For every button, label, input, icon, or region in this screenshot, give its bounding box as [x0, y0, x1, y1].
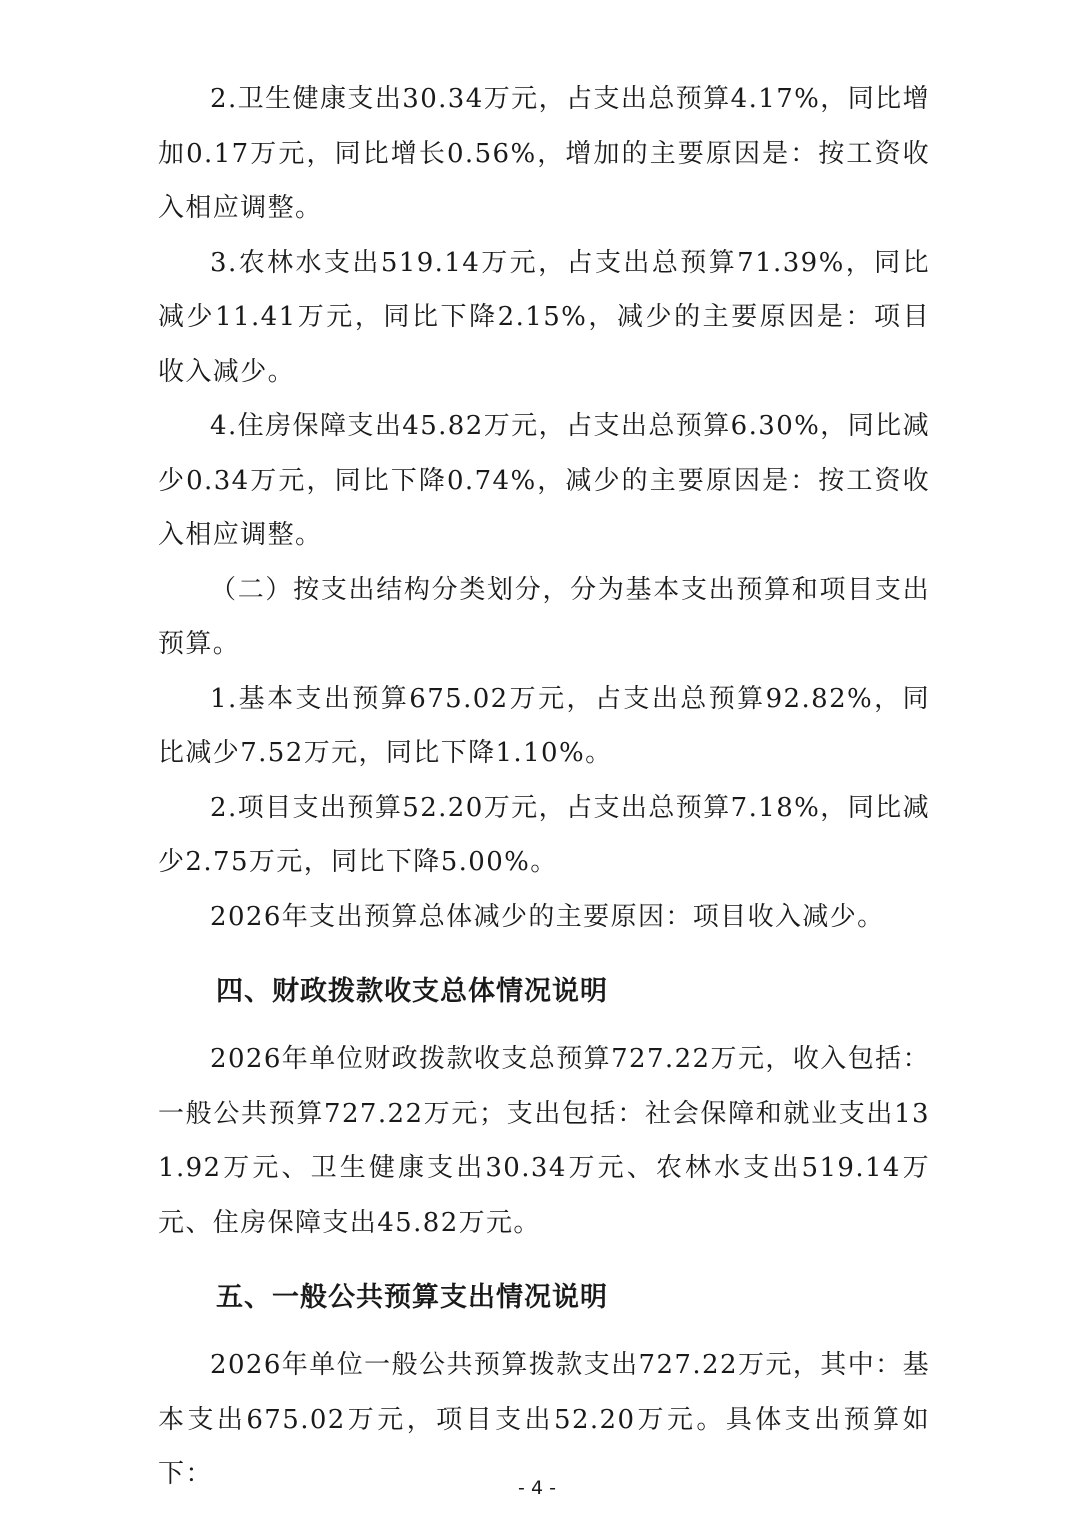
paragraph-housing-expenditure: 4.住房保障支出45.82万元，占支出总预算6.30%，同比减少0.34万元，同比下降0.74%，减少的主要原因是：按工资收入相应调整。 [158, 411, 930, 550]
paragraph-decrease-reason: 2026年支出预算总体减少的主要原因：项目收入减少。 [210, 901, 885, 932]
paragraph-fiscal-overview: 2026年单位财政拨款收支总预算727.22万元，收入包括：一般公共预算727.22万元；支出包括：社会保障和就业支出131.92万元、卫生健康支出30.34万元、农林水支出519.14万元、住房保障支出45.82万元。 [158, 1044, 930, 1238]
paragraph-project-expenditure: 2.项目支出预算52.20万元，占支出总预算7.18%，同比减少2.75万元，同比下降5.00%。 [158, 792, 930, 877]
section-heading-fiscal-overview: 四、财政拨款收支总体情况说明 [216, 976, 608, 1007]
page-number: - 4 - [518, 1477, 556, 1499]
paragraph-general-budget: 2026年单位一般公共预算拨款支出727.22万元，其中：基本支出675.02万元，项目支出52.20万元。具体支出预算如下： [158, 1350, 930, 1489]
document-page [158, 72, 930, 1502]
paragraph-structure-classification: （二）按支出结构分类划分，分为基本支出预算和项目支出预算。 [158, 574, 930, 659]
section-heading-general-budget: 五、一般公共预算支出情况说明 [216, 1282, 608, 1313]
paragraph-agriculture-expenditure: 3.农林水支出519.14万元，占支出总预算71.39%，同比减少11.41万元，同比下降2.15%，减少的主要原因是：项目收入减少。 [158, 247, 930, 387]
paragraph-basic-expenditure: 1.基本支出预算675.02万元，占支出总预算92.82%，同比减少7.52万元，同比下降1.10%。 [158, 683, 930, 768]
paragraph-health-expenditure: 2.卫生健康支出30.34万元，占支出总预算4.17%，同比增加0.17万元，同比增长0.56%，增加的主要原因是：按工资收入相应调整。 [158, 84, 930, 223]
